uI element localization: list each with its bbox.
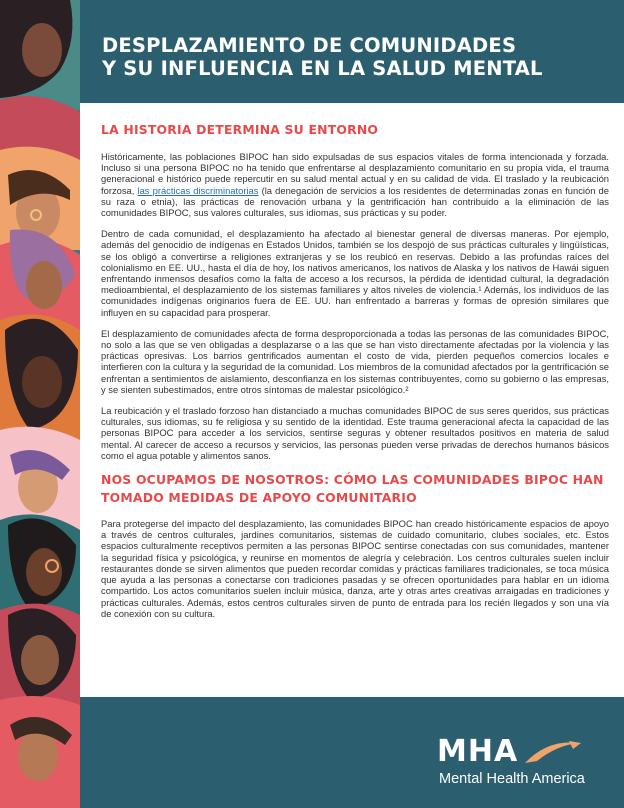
- side-illustration: [0, 0, 80, 808]
- swoosh-icon: [523, 737, 583, 767]
- page-title: [102, 34, 543, 80]
- paragraph-text: (la denegación de servicios a los residentes de determinadas zonas en función de su raza o etnia), las prácticas de renovación urbana y la gentrificación han contribuido a la eliminación de las comunidades BIPOC, sus valores culturales, sus idiomas, sus prácticas y su poder.: [101, 184, 609, 219]
- paragraph-community-1: Para protegerse del impacto del desplazamiento, las comunidades BIPOC han creado históricamente espacios de apoyo a través de centros culturales, jardines comunitarios, sistemas de cuidado comunitario, clubes sociales, etc. Estos espacios culturalmente receptivos permiten a las personas BIPOC sentirse conectadas con sus comunidades, mantener la seguridad física y psicológica, y reunirse en momentos de alegría y celebración. Los centros culturales suelen incluir restaurantes donde se sirven alimentos que pueden recordar comidas y prácticas familiares tradicionales, se toca música que ayuda a las personas a conectarse con tradiciones pasadas y se ofrecen oportunidades para hablar en un idioma compartido. Los actos comunitarios suelen incluir música, danza, arte y otras artes creativas arraigadas en tradiciones y prácticas culturales. Además, estos centros culturales sirven de punto de entrada para los recién llegados y son una vía de conexión con su cultura.: [101, 518, 609, 619]
- section-heading-history: LA HISTORIA DETERMINA SU ENTORNO: [101, 122, 379, 137]
- discriminatory-practices-link[interactable]: las prácticas discriminatorias: [137, 184, 259, 196]
- title-line-2: Y SU INFLUENCIA EN LA SALUD MENTAL: [102, 57, 543, 80]
- section-heading-community: NOS OCUPAMOS DE NOSOTROS: CÓMO LAS COMUNIDADES BIPOC HAN TOMADO MEDIDAS DE APOYO COMUNITARIO: [101, 472, 604, 505]
- paragraph-text: Históricamente, las poblaciones BIPOC han sido expulsadas de sus espacios vitales de forma intencionada y forzada. Incluso si una persona BIPOC no ha tenido que enfrentarse al desplazamiento comunitario en su propia vida, el trauma generacional e histórico puede repercutir en su salud mental actual y en su calidad de vida. El traslado y la reubicación forzosa,: [101, 151, 609, 196]
- paragraph-history-4: La reubicación y el traslado forzoso han distanciado a muchas comunidades BIPOC de sus seres queridos, sus prácticas culturales, sus idiomas, su fe religiosa y su sentido de la identidad. Este trauma generacional afecta la capacidad de las personas BIPOC para acceder a los servicios, sentirse seguras y obtener resultados positivos en materia de salud mental. Al carecer de acceso a recursos y servicios, las personas pueden verse privadas de derechos humanos básicos como el agua potable y alimentos sanos.: [101, 405, 609, 461]
- people-illustration: [0, 0, 80, 808]
- logo-letters: MHA: [437, 734, 519, 769]
- title-line-1: DESPLAZAMIENTO DE COMUNIDADES: [102, 34, 517, 57]
- paragraph-history-2: Dentro de cada comunidad, el desplazamiento ha afectado al bienestar general de diversas maneras. Por ejemplo, además del genocidio de indígenas en Estados Unidos, también se los despojó de sus prácticas culturales y lingüísticas, se los obligó a convertirse a religiones extranjeras y se los reubicó en reservas. Debido a las profundas raíces del colonialismo en EE. UU., hasta el día de hoy, los nativos americanos, los nativos de Alaska y los nativos de Hawái siguen enfrentando inmensos desafíos como la falta de acceso a los recursos, la pérdida de identidad cultural, la degradación medioambiental, el desplazamiento de los sistemas familiares y altos niveles de violencia.¹ Además, los individuos de las comunidades indígenas originarios fuera de EE. UU. han enfrentado a barreras y formas de opresión similares que influyen en su capacidad para prosperar.: [101, 228, 609, 318]
- mha-logo: [437, 735, 597, 795]
- paragraph-history-1: [101, 151, 609, 218]
- logo-organization-name: Mental Health America: [439, 771, 585, 787]
- header-banner: [80, 0, 624, 103]
- main-content: [101, 122, 609, 629]
- paragraph-history-3: El desplazamiento de comunidades afecta de forma desproporcionada a todas las personas de las comunidades BIPOC, no solo a las que se ven obligadas a desplazarse o a las que se han visto directamente afectadas por la violencia y las prácticas opresivas. Los barrios gentrificados aumentan el costo de vida, pierden pequeños comercios locales e interfieren con la cultura y la seguridad de la comunidad. Los miembros de la comunidad afectados por la gentrificación se enfrentan a sentimientos de aislamiento, desconfianza en los sistemas contribuyentes, como su gobierno o las empresas, y se sienten subestimados, entre otros síntomas de malestar psicológico.²: [101, 327, 609, 395]
- footer-banner: [80, 697, 624, 808]
